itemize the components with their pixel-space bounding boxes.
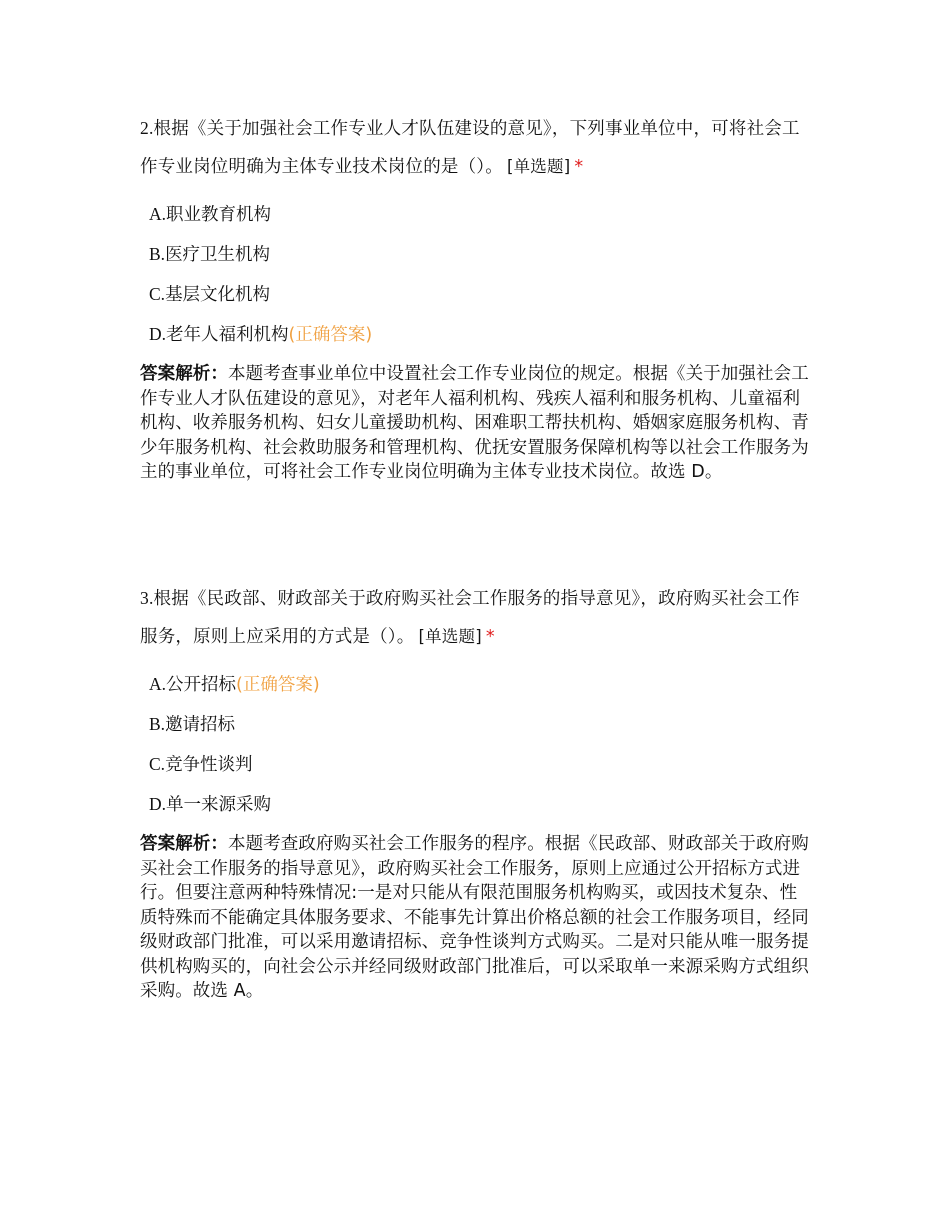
option-d — [149, 314, 812, 354]
answer-analysis — [140, 362, 812, 485]
option-text: 职业教育机构 — [166, 205, 272, 225]
option-d — [149, 784, 812, 824]
option-list — [149, 664, 812, 824]
question-text: 根据《关于加强社会工作专业人才队伍建设的意见》，下列事业单位中，可将社会工作专业岗位明确为主体专业技术岗位的是（）。 — [140, 119, 800, 177]
option-letter: C. — [149, 754, 166, 774]
analysis-text: 本题考查事业单位中设置社会工作专业岗位的规定。根据《关于加强社会工作专业人才队伍建设的意见》，对老年人福利机构、残疾人福利和服务机构、儿童福利机构、收养服务机构、妇女儿童援助机构、困难职工帮扶机构、婚姻家庭服务机构、青少年服务机构、社会救助服务和管理机构、优抚安置服务保障机构等以社会工作服务为主的事业单位，可将社会工作专业岗位明确为主体专业技术岗位。故选 D。 — [140, 364, 809, 482]
option-letter: D. — [149, 794, 167, 814]
correct-answer-tag: (正确答案) — [288, 325, 373, 345]
option-letter: B. — [149, 244, 166, 264]
answer-analysis — [140, 832, 812, 1004]
question-type-tag: [单选题] — [506, 157, 571, 176]
option-c — [149, 274, 812, 314]
option-list — [149, 194, 812, 354]
option-a — [149, 664, 812, 704]
required-mark: * — [574, 157, 584, 177]
option-letter: B. — [149, 714, 166, 734]
option-text: 单一来源采购 — [166, 795, 272, 815]
option-letter: A. — [149, 674, 167, 694]
option-text: 基层文化机构 — [165, 285, 271, 305]
question-type-tag: [单选题] — [418, 627, 482, 646]
option-letter: D. — [149, 324, 167, 344]
option-c — [149, 744, 812, 784]
option-text: 老年人福利机构 — [166, 325, 289, 345]
analysis-label: 答案解析： — [140, 834, 228, 854]
option-b — [149, 704, 812, 744]
option-text: 竞争性谈判 — [165, 755, 253, 775]
option-b — [149, 234, 812, 274]
analysis-text: 本题考查政府购买社会工作服务的程序。根据《民政部、财政部关于政府购买社会工作服务的指导意见》，政府购买社会工作服务，原则上应通过公开招标方式进行。但要注意两种特殊情况:一是对只能从有限范围服务机构购买，或因技术复杂、性质特殊而不能确定具体服务要求、不能事先计算出价格总额的社会工作服务项目，经同级财政部门批准，可以采用邀请招标、竞争性谈判方式购买。二是对只能从唯一服务提供机构购买的，向社会公示并经同级财政部门批准后，可以采取单一来源采购方式组织采购。故选 A。 — [140, 834, 809, 1001]
option-a — [149, 194, 812, 234]
question-3 — [140, 580, 812, 1004]
required-mark: * — [485, 627, 495, 647]
analysis-label: 答案解析： — [140, 364, 228, 384]
question-2 — [140, 110, 812, 485]
question-number: 3. — [140, 588, 154, 608]
option-letter: A. — [149, 204, 167, 224]
option-text: 公开招标 — [166, 675, 237, 695]
question-text: 根据《民政部、财政部关于政府购买社会工作服务的指导意见》，政府购买社会工作服务，原则上应采用的方式是（）。 — [140, 589, 800, 647]
correct-answer-tag: (正确答案) — [236, 675, 320, 695]
question-number: 2. — [140, 118, 154, 138]
question-stem — [140, 110, 812, 186]
option-letter: C. — [149, 284, 166, 304]
option-text: 医疗卫生机构 — [165, 245, 271, 265]
option-text: 邀请招标 — [165, 715, 236, 735]
question-stem — [140, 580, 812, 656]
